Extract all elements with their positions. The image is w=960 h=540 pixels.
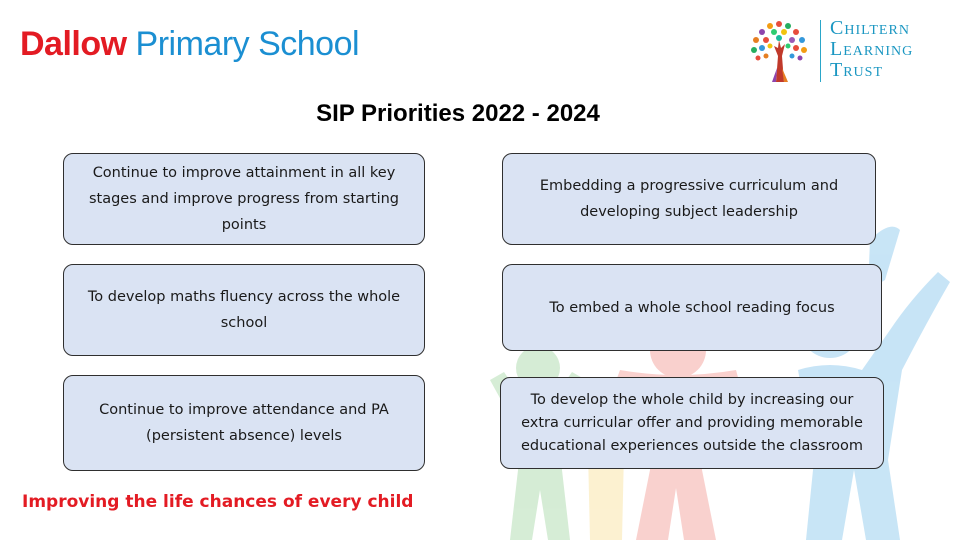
priority-text: Embedding a progressive curriculum and developing subject leadership (539, 178, 839, 220)
priority-box-attainment (63, 153, 425, 245)
priority-text: To embed a whole school reading focus (549, 299, 835, 316)
priority-text: To develop the whole child by increasing our extra curricular offer and providing memorable educational experiences outside the classroom (521, 391, 863, 454)
priority-box-maths (63, 264, 425, 356)
priority-text: Continue to improve attainment in all key stages and improve progress from starting points (88, 165, 400, 233)
trust-divider (820, 20, 821, 82)
tagline: Improving the life chances of every child (22, 492, 414, 512)
priority-box-whole-child (500, 377, 884, 469)
school-name-part2: Primary School (135, 25, 360, 63)
school-name-part1: Dallow (20, 25, 127, 63)
trust-name-line-2: Learning (830, 38, 914, 60)
school-name-logo (20, 24, 359, 64)
priority-box-curriculum (502, 153, 876, 245)
priority-box-attendance (63, 375, 425, 471)
tree-icon (748, 16, 810, 84)
priority-text: To develop maths fluency across the whole school (87, 289, 401, 331)
trust-name-line-3: Trust (830, 59, 884, 81)
trust-logo (748, 16, 948, 84)
priority-box-reading (502, 264, 882, 351)
trust-name (830, 18, 913, 81)
page-title: SIP Priorities 2022 - 2024 (316, 100, 600, 127)
trust-name-line-1: Chiltern (830, 17, 910, 39)
priority-text: Continue to improve attendance and PA (persistent absence) levels (99, 402, 389, 444)
